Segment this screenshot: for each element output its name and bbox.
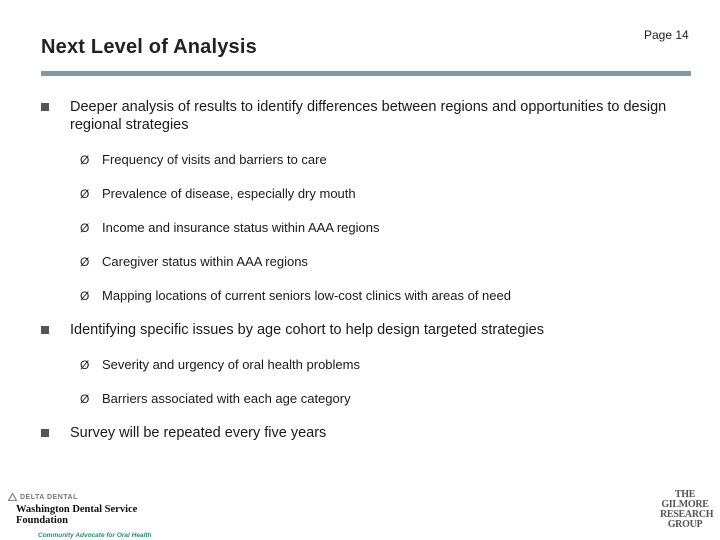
sub-bullet-text: Prevalence of disease, especially dry mouth (102, 186, 356, 201)
bullet-text: Deeper analysis of results to identify differences between regions and opportunities to design regional strategies (70, 99, 667, 133)
sub-bullet-text: Caregiver status within AAA regions (102, 254, 308, 269)
logo-line: GILMORE (661, 499, 709, 510)
brand-name: DELTA DENTAL (20, 493, 78, 501)
sub-bullet-item (80, 288, 511, 304)
bullet-item (70, 98, 690, 134)
logo-line: RESEARCH (660, 509, 714, 520)
bullet-item (70, 321, 690, 339)
sub-bullet-item (80, 152, 327, 168)
arrow-bullet-icon: Ø (80, 358, 90, 372)
page-number: Page 14 (644, 28, 689, 42)
logo-line: GROUP (667, 519, 703, 530)
sub-bullet-item (80, 357, 360, 373)
sub-bullet-text: Income and insurance status within AAA regions (102, 220, 380, 235)
square-bullet-icon (41, 326, 49, 334)
bullet-text: Survey will be repeated every five years (70, 425, 327, 441)
delta-triangle-icon (8, 493, 17, 501)
arrow-bullet-icon: Ø (80, 221, 90, 235)
delta-dental-logo (8, 493, 178, 539)
arrow-bullet-icon: Ø (80, 255, 90, 269)
bullet-item (70, 424, 690, 442)
gilmore-research-logo (660, 489, 714, 530)
sub-bullet-item (80, 186, 356, 202)
arrow-bullet-icon: Ø (80, 392, 90, 406)
sub-bullet-text: Mapping locations of current seniors low-cost clinics with areas of need (102, 288, 511, 303)
org-name-line2: Foundation (16, 515, 68, 526)
logo-line: THE (674, 489, 696, 500)
org-name-line1: Washington Dental Service (16, 504, 138, 515)
arrow-bullet-icon: Ø (80, 289, 90, 303)
page-title: Next Level of Analysis (41, 36, 257, 58)
arrow-bullet-icon: Ø (80, 187, 90, 201)
title-rule (41, 71, 691, 76)
bullet-text: Identifying specific issues by age cohort to help design targeted strategies (70, 322, 544, 338)
square-bullet-icon (41, 103, 49, 111)
sub-bullet-text: Barriers associated with each age category (102, 391, 351, 406)
sub-bullet-text: Severity and urgency of oral health problems (102, 357, 360, 372)
sub-bullet-text: Frequency of visits and barriers to care (102, 152, 327, 167)
sub-bullet-item (80, 254, 308, 270)
square-bullet-icon (41, 429, 49, 437)
arrow-bullet-icon: Ø (80, 153, 90, 167)
sub-bullet-item (80, 220, 380, 236)
org-tagline: Community Advocate for Oral Health (38, 532, 152, 539)
sub-bullet-item (80, 391, 351, 407)
